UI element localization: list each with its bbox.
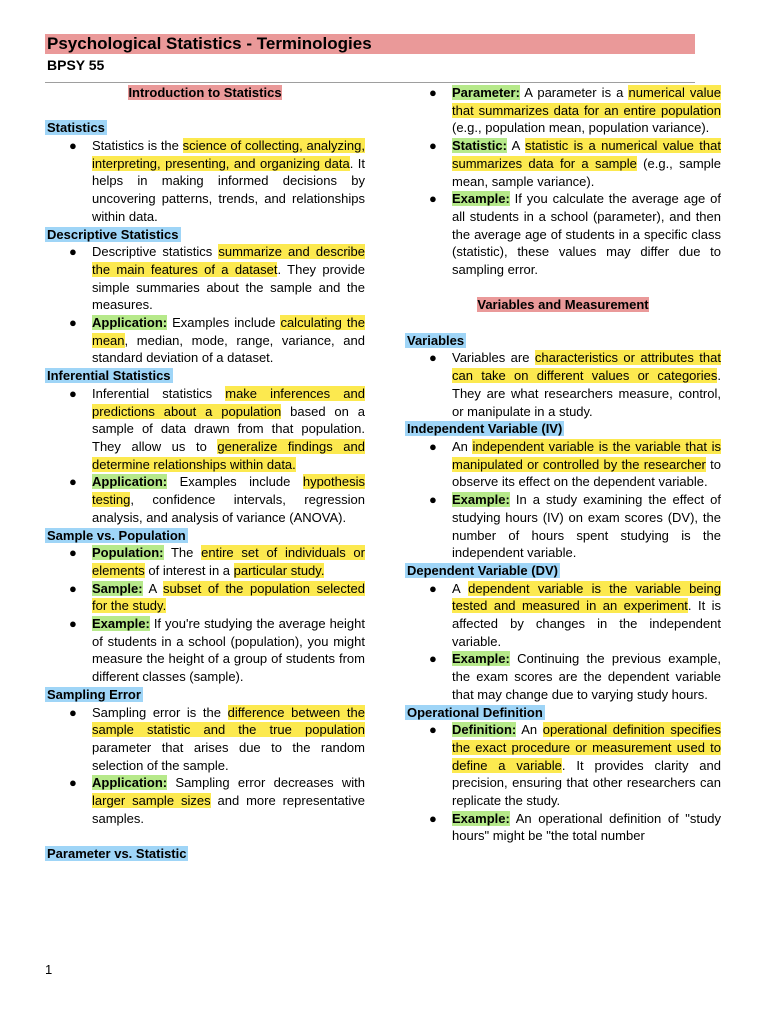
sampling-error-list xyxy=(45,704,365,828)
term-operational-definition: Operational Definition xyxy=(407,704,543,720)
section-heading-introduction: Introduction to Statistics xyxy=(128,85,282,100)
list-item: ● Definition: An operational definition specifies the exact procedure or measurement used to define a variable. It provides clarity and precision, ensuring that other researchers can replicate the study. xyxy=(429,722,721,809)
statistics-list xyxy=(45,137,365,226)
term-independent-variable: Independent Variable (IV) xyxy=(407,421,563,437)
right-column xyxy=(405,84,721,845)
bullet-icon: ● xyxy=(69,616,77,631)
list-item: ● Statistic: A statistic is a numerical value that summarizes data for a sample (e.g., sample mean, sample variance). xyxy=(429,138,722,189)
descriptive-list xyxy=(45,243,365,367)
bullet-icon: ● xyxy=(69,545,77,561)
list-item: ● Application: Examples include calculating the mean, median, mode, range, variance, and standard deviation of a dataset. xyxy=(69,315,365,366)
variables-list xyxy=(405,349,721,420)
list-item: ● Inferential statistics make inferences and predictions about a population based on a sample of data drawn from that population. They allow us to generalize findings and determine relationships within data. xyxy=(69,385,366,472)
term-sample-vs-population: Sample vs. Population xyxy=(47,527,186,543)
list-item: ● A dependent variable is the variable being tested and measured in an experiment. It is affected by changes in the independent variable. xyxy=(429,580,721,649)
bullet-icon: ● xyxy=(69,138,77,154)
list-item: ● Parameter: A parameter is a numerical value that summarizes data for an entire population (e.g., population mean, population variance). xyxy=(429,85,722,136)
course-code: BPSY 55 xyxy=(47,57,105,73)
sample-population-list xyxy=(45,544,365,686)
page-number: 1 xyxy=(45,962,53,977)
bullet-icon: ● xyxy=(69,704,77,720)
bullet-icon: ● xyxy=(429,651,437,667)
parameter-statistic-list xyxy=(405,84,721,279)
dependent-variable-list xyxy=(405,580,721,704)
list-item: ● Population: The entire set of individuals or elements of interest in a particular study. xyxy=(69,545,365,578)
independent-variable-list xyxy=(405,438,721,562)
section-heading-variables-measurement: Variables and Measurement xyxy=(477,297,649,313)
bullet-icon: ● xyxy=(429,191,437,207)
list-item: ● Variables are characteristics or attributes that can take on different values or categories. They are what researchers measure, control, or manipulate in a study. xyxy=(429,350,721,419)
list-item: ● Example: If you're studying the average height of students in a school (population), you might measure the height of a group of students from different classes (sample). xyxy=(69,616,365,685)
bullet-icon: ● xyxy=(69,244,77,260)
left-column xyxy=(45,84,365,863)
list-item: ● Statistics is the science of collecting, analyzing, interpreting, presenting, and organizing data. It helps in making informed decisions by uncovering patterns, trends, and relationships within data. xyxy=(69,138,366,224)
term-descriptive-statistics: Descriptive Statistics xyxy=(47,226,179,242)
list-item: ● Example: Continuing the previous example, the exam scores are the dependent variable that may change due to varying study hours. xyxy=(429,651,721,702)
inferential-list xyxy=(45,385,365,527)
term-variables: Variables xyxy=(407,332,465,348)
bullet-icon: ● xyxy=(429,138,437,154)
term-dependent-variable: Dependent Variable (DV) xyxy=(407,562,558,578)
term-sampling-error: Sampling Error xyxy=(47,686,141,702)
list-item: ● Example: If you calculate the average age of all students in a school (parameter), and then the average age of students in a specific class (statistic), these values may differ due to sampling error. xyxy=(429,191,721,278)
bullet-icon: ● xyxy=(429,350,437,366)
bullet-icon: ● xyxy=(429,438,437,454)
list-item: ● Example: An operational definition of "study hours" might be "the total number xyxy=(429,810,721,844)
bullet-icon: ● xyxy=(429,492,437,508)
operational-definition-list xyxy=(405,721,721,845)
bullet-icon: ● xyxy=(69,385,77,401)
list-item: ● Example: In a study examining the effect of studying hours (IV) on exam scores (DV), the number of hours spent studying is the independent variable. xyxy=(429,492,721,561)
bullet-icon: ● xyxy=(429,85,437,100)
bullet-icon: ● xyxy=(69,580,77,596)
document-title: Psychological Statistics - Terminologies xyxy=(47,34,372,53)
list-item: ● Descriptive statistics summarize and describe the main features of a dataset. They provide simple summaries about the sample and the measures. xyxy=(69,244,365,313)
bullet-icon: ● xyxy=(429,810,437,826)
term-parameter-vs-statistic: Parameter vs. Statistic xyxy=(47,846,187,862)
term-inferential-statistics: Inferential Statistics xyxy=(47,368,171,384)
bullet-icon: ● xyxy=(429,722,437,738)
list-item: ● Sampling error is the difference between the sample statistic and the true population parameter that arises due to the random selection of the sample. xyxy=(69,704,365,773)
bullet-icon: ● xyxy=(69,315,77,331)
list-item: ● An independent variable is the variable that is manipulated or controlled by the researcher to observe its effect on the dependent variable. xyxy=(429,438,721,490)
bullet-icon: ● xyxy=(69,775,77,791)
header-divider xyxy=(45,82,695,83)
term-statistics: Statistics xyxy=(47,120,105,136)
list-item: ● Sample: A subset of the population selected for the study. xyxy=(69,580,365,614)
bullet-icon: ● xyxy=(69,474,77,490)
list-item: ● Application: Sampling error decreases with larger sample sizes and more representative samples. xyxy=(69,775,365,826)
list-item: ● Application: Examples include hypothesis testing, confidence intervals, regression analysis, and analysis of variance (ANOVA). xyxy=(69,474,365,525)
bullet-icon: ● xyxy=(429,580,437,596)
